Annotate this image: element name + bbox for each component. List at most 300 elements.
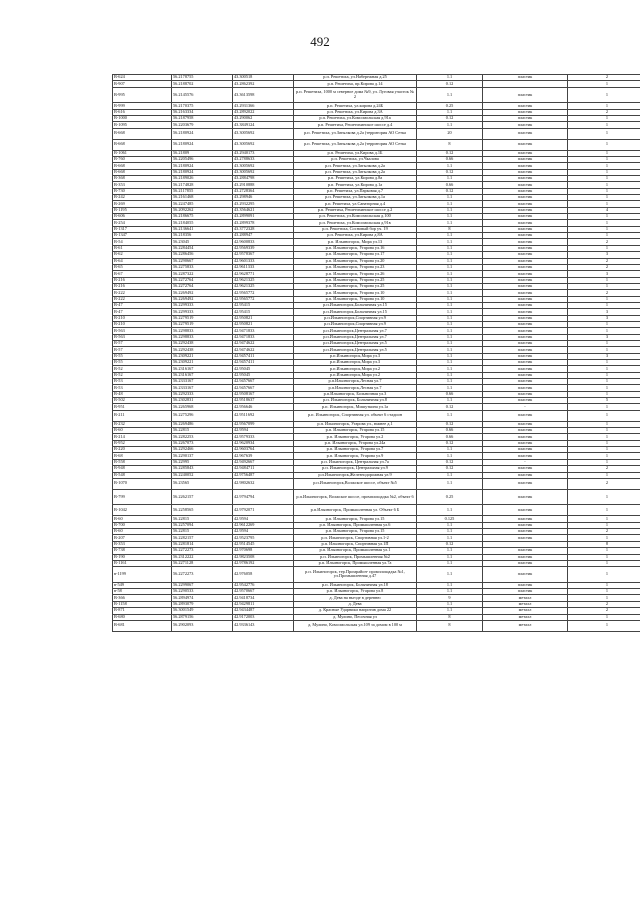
cell-container-count: 1 bbox=[568, 214, 640, 220]
cell-address: р.п. Решетиха, ул.Кирова д.8а bbox=[294, 176, 417, 182]
cell-longitude: 42.9802632 bbox=[233, 478, 294, 489]
cell-material: пластик bbox=[483, 122, 568, 128]
cell-area: 1.1 bbox=[417, 334, 483, 340]
cell-material: пластик bbox=[483, 560, 568, 566]
cell-address: р.п. Ильиногорск, Мира ул.13 bbox=[294, 239, 417, 245]
cell-latitude: 56.2188702 bbox=[172, 81, 233, 87]
cell-site-code: В-1000 bbox=[113, 115, 172, 121]
cell-material: пластик bbox=[483, 340, 568, 346]
cell-container-count: 2 bbox=[568, 75, 640, 81]
cell-material: пластик bbox=[483, 516, 568, 522]
cell-material: пластик bbox=[483, 379, 568, 385]
cell-site-code: В-1042 bbox=[113, 505, 172, 516]
cell-material: пластик bbox=[483, 315, 568, 321]
cell-longitude: 43.2899378 bbox=[233, 220, 294, 226]
cell-longitude: 42.9603764 bbox=[233, 447, 294, 453]
cell-latitude: 56.2240052 bbox=[172, 472, 233, 478]
cell-longitude: 42.9567099 bbox=[233, 421, 294, 427]
cell-area: 1.1 bbox=[417, 214, 483, 220]
cell-longitude: 42.9471833 bbox=[233, 328, 294, 334]
cell-material: пластик bbox=[483, 410, 568, 421]
table-row bbox=[113, 505, 640, 516]
cell-site-code: В-62 bbox=[113, 252, 172, 258]
cell-site-code: В-871 bbox=[113, 608, 172, 614]
cell-container-count: 1 bbox=[568, 340, 640, 346]
cell-address: д. Дева bbox=[294, 601, 417, 607]
cell-site-code: В-254 bbox=[113, 220, 172, 226]
cell-area: 1.1 bbox=[417, 366, 483, 372]
cell-container-count: 1 bbox=[568, 139, 640, 150]
cell-address: р.п. Ильиногорск, Больничная ул.8 bbox=[294, 398, 417, 404]
cell-address: р.п. Решетиха, ул.Комсомольская д.91в bbox=[294, 220, 417, 226]
cell-latitude: 56.2117855 bbox=[172, 188, 233, 194]
cell-latitude: 56.2271128 bbox=[172, 560, 233, 566]
cell-container-count: 1 bbox=[568, 582, 640, 588]
cell-longitude: 43.3772328 bbox=[233, 226, 294, 232]
cell-latitude: 56.2292333 bbox=[172, 391, 233, 397]
cell-material: пластик bbox=[483, 453, 568, 459]
cell-address: р.п. Ильиногорск, Угарова ул.16 bbox=[294, 245, 417, 251]
cell-longitude: 43.3849124 bbox=[233, 122, 294, 128]
cell-site-code: В-948 bbox=[113, 466, 172, 472]
cell-container-count: 1 bbox=[568, 150, 640, 156]
cell-site-code: в-58 bbox=[113, 589, 172, 595]
cell-container-count: 3 bbox=[568, 353, 640, 359]
cell-container-count: 1 bbox=[568, 220, 640, 226]
cell-latitude: 56.2290667 bbox=[172, 258, 233, 264]
cell-container-count: 2 bbox=[568, 601, 640, 607]
cell-latitude: 56.2178755 bbox=[172, 75, 233, 81]
cell-area: 1.1 bbox=[417, 176, 483, 182]
cell-longitude: 42.95415 bbox=[233, 309, 294, 315]
cell-latitude: 56.2282253 bbox=[172, 434, 233, 440]
cell-container-count: 1 bbox=[568, 302, 640, 308]
cell-address: р.п. Решетиха, ул.Санаторная д.4 bbox=[294, 201, 417, 207]
cell-area: 1.1 bbox=[417, 87, 483, 103]
cell-container-count: 1 bbox=[568, 366, 640, 372]
cell-container-count: 1 bbox=[568, 283, 640, 289]
table-row bbox=[113, 139, 640, 150]
cell-site-code: В-222 bbox=[113, 290, 172, 296]
cell-longitude: 42.95045 bbox=[233, 366, 294, 372]
cell-site-code: В-57 bbox=[113, 347, 172, 353]
cell-longitude: 43.3005692 bbox=[233, 139, 294, 150]
cell-area: 1.1 bbox=[417, 290, 483, 296]
cell-site-code: В-60 bbox=[113, 516, 172, 522]
cell-latitude: 56.2184055 bbox=[172, 220, 233, 226]
cell-longitude: 42.95045 bbox=[233, 372, 294, 378]
cell-address: р.п.Ильиногорск,Центральная ул.5 bbox=[294, 340, 417, 346]
cell-latitude: 56.22815 bbox=[172, 516, 233, 522]
cell-site-code: В-951 bbox=[113, 404, 172, 410]
cell-area: 1.1 bbox=[417, 548, 483, 554]
cell-container-count: 1 bbox=[568, 233, 640, 239]
cell-area: 1.1 bbox=[417, 522, 483, 528]
cell-longitude: 42.9474622 bbox=[233, 347, 294, 353]
cell-area: 0.12 bbox=[417, 169, 483, 175]
cell-site-code: В-210 bbox=[113, 315, 172, 321]
cell-longitude: 42.9434487 bbox=[233, 608, 294, 614]
cell-container-count: 1 bbox=[568, 391, 640, 397]
table-row bbox=[113, 128, 640, 139]
cell-area: 1.1 bbox=[417, 252, 483, 258]
cell-longitude: 42.956646 bbox=[233, 404, 294, 410]
cell-area: 1.1 bbox=[417, 296, 483, 302]
cell-longitude: 42.9518637 bbox=[233, 398, 294, 404]
cell-latitude: 56.2170375 bbox=[172, 103, 233, 109]
cell-address: р.п. Ильиногорск, Больничная ул.18 bbox=[294, 582, 417, 588]
cell-material: пластик bbox=[483, 226, 568, 232]
cell-address: р.п. Решетиха, пр.Кирова д.14 bbox=[294, 81, 417, 87]
cell-latitude: 56.2893079 bbox=[172, 601, 233, 607]
cell-area: 8 bbox=[417, 139, 483, 150]
cell-area: 1.1 bbox=[417, 264, 483, 270]
cell-material: пластик bbox=[483, 447, 568, 453]
cell-material: пластик bbox=[483, 201, 568, 207]
cell-site-code: В-1070 bbox=[113, 478, 172, 489]
cell-latitude: 56.2879156 bbox=[172, 614, 233, 620]
cell-longitude: 43.2940173 bbox=[233, 150, 294, 156]
table-row bbox=[113, 567, 640, 583]
cell-site-code: В-211 bbox=[113, 410, 172, 421]
cell-area: 0.12 bbox=[417, 115, 483, 121]
cell-site-code: В-64 bbox=[113, 258, 172, 264]
cell-site-code: В-353 bbox=[113, 182, 172, 188]
cell-site-code: В-60 bbox=[113, 428, 172, 434]
cell-site-code: В-624 bbox=[113, 75, 172, 81]
cell-longitude: 43.2862392 bbox=[233, 81, 294, 87]
cell-longitude: 43.2910888 bbox=[233, 182, 294, 188]
cell-latitude: 56.2187958 bbox=[172, 115, 233, 121]
cell-address: р.п. Решетиха, ул.Чкалова bbox=[294, 157, 417, 163]
cell-address: р.п. Ильиногорск, Промышленная ул.7а bbox=[294, 560, 417, 566]
cell-container-count: 1 bbox=[568, 122, 640, 128]
cell-site-code: В-214 bbox=[113, 434, 172, 440]
cell-latitude: 56.2279519 bbox=[172, 315, 233, 321]
cell-longitude: 42.9471833 bbox=[233, 334, 294, 340]
cell-area: 1.1 bbox=[417, 453, 483, 459]
cell-material: пластик bbox=[483, 440, 568, 446]
cell-material: пластик bbox=[483, 472, 568, 478]
cell-area: 0.12 bbox=[417, 421, 483, 427]
cell-area: 1.1 bbox=[417, 201, 483, 207]
cell-latitude: 56.2287322 bbox=[172, 271, 233, 277]
cell-container-count: 1 bbox=[568, 472, 640, 478]
cell-material: пластик bbox=[483, 169, 568, 175]
cell-area: 1.1 bbox=[417, 589, 483, 595]
cell-address: р.п.Ильиногорск,Мира ул.2 bbox=[294, 366, 417, 372]
cell-material: пластик bbox=[483, 207, 568, 213]
cell-address: р.п.Ильиногорск, Волжское шоссе, промплощадка №2, объект 6 bbox=[294, 489, 417, 505]
table-row bbox=[113, 478, 640, 489]
cell-longitude: 42.9621325 bbox=[233, 283, 294, 289]
cell-container-count: 1 bbox=[568, 459, 640, 465]
cell-longitude: 42.9418734 bbox=[233, 595, 294, 601]
cell-longitude: 42.9594 bbox=[233, 529, 294, 535]
cell-latitude: 56.2299333 bbox=[172, 302, 233, 308]
cell-address: р.п.Ильиногорск,Центральная ул.5 bbox=[294, 347, 417, 353]
cell-longitude: 42.967639 bbox=[233, 453, 294, 459]
cell-latitude: 56.2189026 bbox=[172, 176, 233, 182]
cell-latitude: 56.2302831 bbox=[172, 398, 233, 404]
cell-address: р.п. Ильиногорск, тер.Промрайон- промплощадка №1, ул.Промышленная д.47 bbox=[294, 567, 417, 583]
cell-area: 1.1 bbox=[417, 75, 483, 81]
registry-table bbox=[112, 74, 640, 632]
cell-address: р.п. Ильиногорск, Угарова ул.2 bbox=[294, 434, 417, 440]
cell-longitude: 42.9492667 bbox=[233, 459, 294, 465]
cell-container-count: 1 bbox=[568, 347, 640, 353]
cell-latitude: 56.2272764 bbox=[172, 283, 233, 289]
cell-area: 1.1 bbox=[417, 163, 483, 169]
cell-area: 0.66 bbox=[417, 182, 483, 188]
cell-site-code: В-65 bbox=[113, 264, 172, 270]
cell-site-code: В-67 bbox=[113, 271, 172, 277]
cell-material: пластик bbox=[483, 309, 568, 315]
cell-longitude: 42.9511692 bbox=[233, 410, 294, 421]
cell-longitude: 42.9578367 bbox=[233, 252, 294, 258]
cell-longitude: 42.9484711 bbox=[233, 466, 294, 472]
cell-site-code: В-668 bbox=[113, 163, 172, 169]
cell-area: 0.12 bbox=[417, 150, 483, 156]
cell-area: 1.1 bbox=[417, 410, 483, 421]
cell-latitude: 56.2279519 bbox=[172, 321, 233, 327]
cell-area: 1.1 bbox=[417, 328, 483, 334]
cell-longitude: 42.9514545 bbox=[233, 541, 294, 547]
cell-latitude: 56.2902093 bbox=[172, 620, 233, 631]
cell-site-code: В-57 bbox=[113, 340, 172, 346]
cell-latitude: 56.2180924 bbox=[172, 169, 233, 175]
cell-latitude: 56.2316167 bbox=[172, 372, 233, 378]
cell-longitude: 42.9508167 bbox=[233, 391, 294, 397]
cell-address: р.п. Ильиногорск, Промышленная ул.1 bbox=[294, 548, 417, 554]
cell-material: пластик bbox=[483, 360, 568, 366]
cell-address: р.п.Ильиногорск,Мира ул.3 bbox=[294, 353, 417, 359]
cell-container-count: 1 bbox=[568, 328, 640, 334]
table-row bbox=[113, 410, 640, 421]
cell-area: 1.1 bbox=[417, 472, 483, 478]
cell-container-count: 5 bbox=[568, 398, 640, 404]
cell-site-code: В-232 bbox=[113, 421, 172, 427]
cell-longitude: 42.976058 bbox=[233, 567, 294, 583]
cell-address: р.п. Ильиногорск, Угарова ул.25 bbox=[294, 283, 417, 289]
cell-site-code: В-668 bbox=[113, 128, 172, 139]
cell-container-count: 1 bbox=[568, 226, 640, 232]
cell-material: металл bbox=[483, 595, 568, 601]
cell-site-code: В-366 bbox=[113, 595, 172, 601]
cell-material: пластик bbox=[483, 478, 568, 489]
cell-material: пластик bbox=[483, 428, 568, 434]
cell-material: пластик bbox=[483, 150, 568, 156]
cell-longitude: 42.9172003 bbox=[233, 614, 294, 620]
cell-site-code: В-353 bbox=[113, 541, 172, 547]
cell-latitude: 56.2186675 bbox=[172, 214, 233, 220]
cell-address: р.п. Ильиногорск, Угарова ул.26 bbox=[294, 271, 417, 277]
cell-material: - bbox=[483, 459, 568, 465]
cell-material: пластик bbox=[483, 220, 568, 226]
cell-address: р.п.Ильиногорск, Промышленная ул. Объект 6 Б bbox=[294, 505, 417, 516]
cell-area: 1.1 bbox=[417, 347, 483, 353]
cell-address: р.п. Решетиха, Решетихинское шоссе д.4 bbox=[294, 122, 417, 128]
cell-area: 1.1 bbox=[417, 207, 483, 213]
cell-address: р.п. Решетиха, ул.Комсомольская д.91а bbox=[294, 115, 417, 121]
cell-material: пластик bbox=[483, 535, 568, 541]
cell-site-code: В-52 bbox=[113, 366, 172, 372]
cell-address: р.п.Ильиногорск,Мира ул.3 bbox=[294, 360, 417, 366]
cell-longitude: 42.9601333 bbox=[233, 258, 294, 264]
cell-longitude: 43.3613598 bbox=[233, 87, 294, 103]
cell-site-code: В-700 bbox=[113, 522, 172, 528]
cell-container-count: 1 bbox=[568, 188, 640, 194]
cell-site-code: В-668 bbox=[113, 169, 172, 175]
cell-material: пластик bbox=[483, 239, 568, 245]
cell-site-code: в-1199 bbox=[113, 567, 172, 583]
cell-latitude: 56.2174828 bbox=[172, 182, 233, 188]
cell-area: 1.1 bbox=[417, 271, 483, 277]
cell-latitude: 56.2163334 bbox=[172, 109, 233, 115]
cell-address: р.п. Ильиногорск, Угарова ул.7 bbox=[294, 447, 417, 453]
cell-latitude: 56.2290137 bbox=[172, 453, 233, 459]
cell-site-code: В-55 bbox=[113, 353, 172, 359]
cell-site-code: В-760 bbox=[113, 157, 172, 163]
cell-site-code: В-730 bbox=[113, 188, 172, 194]
cell-address: р.п. Ильиногорск, Угарова ул.17 bbox=[294, 252, 417, 258]
cell-area: 1.1 bbox=[417, 398, 483, 404]
cell-area: 8 bbox=[417, 226, 483, 232]
cell-longitude: 43.3005692 bbox=[233, 128, 294, 139]
cell-area: 1.1 bbox=[417, 385, 483, 391]
cell-address: р.п. Ильиногорск, Угарова ул.15 bbox=[294, 516, 417, 522]
cell-address: р.п. Ильиногорск, Угарова ул.20 bbox=[294, 258, 417, 264]
cell-latitude: 56.2281814 bbox=[172, 541, 233, 547]
cell-latitude: 56.2161468 bbox=[172, 195, 233, 201]
cell-area: 1.1 bbox=[417, 220, 483, 226]
cell-site-code: В-368 bbox=[113, 176, 172, 182]
cell-latitude: 56.2180924 bbox=[172, 128, 233, 139]
cell-address: р.п. Решетиха, ул.Кирова д.1а bbox=[294, 182, 417, 188]
cell-address: р.п. Решетиха, ул.Набережная д.25 bbox=[294, 75, 417, 81]
cell-address: р.п. Ильиногорск, Спортивная ул.1-2 bbox=[294, 535, 417, 541]
cell-container-count: 1 bbox=[568, 277, 640, 283]
cell-latitude: 56.2282157 bbox=[172, 535, 233, 541]
table-row bbox=[113, 489, 640, 505]
cell-site-code: В-616 bbox=[113, 109, 172, 115]
cell-container-count: 1 bbox=[568, 535, 640, 541]
cell-latitude: 56.2316167 bbox=[172, 366, 233, 372]
cell-container-count: 1 bbox=[568, 434, 640, 440]
cell-material: пластик bbox=[483, 434, 568, 440]
cell-address: р.п.Ильиногорск,Центральная ул.7 bbox=[294, 328, 417, 334]
cell-container-count: 1 bbox=[568, 195, 640, 201]
cell-material: пластик bbox=[483, 163, 568, 169]
cell-latitude: 56.2265968 bbox=[172, 404, 233, 410]
cell-address: р.п. Ильиногорск, Спортивная ул.1П bbox=[294, 541, 417, 547]
cell-site-code: В-55 bbox=[113, 360, 172, 366]
cell-site-code: в-549 bbox=[113, 582, 172, 588]
cell-material: пластик bbox=[483, 75, 568, 81]
cell-latitude: 56.2284454 bbox=[172, 245, 233, 251]
cell-address: р.п. Ильиногорск, Угарова ул.24а bbox=[294, 440, 417, 446]
cell-latitude: 56.2298833 bbox=[172, 334, 233, 340]
cell-container-count: 1 bbox=[568, 522, 640, 528]
cell-address: р.п.Ильиногорск,Мира ул.2 bbox=[294, 372, 417, 378]
cell-material: пластик bbox=[483, 176, 568, 182]
cell-latitude: 56.2136641 bbox=[172, 226, 233, 232]
cell-material: пластик bbox=[483, 398, 568, 404]
cell-area: 0.66 bbox=[417, 157, 483, 163]
cell-site-code: В-216 bbox=[113, 277, 172, 283]
cell-longitude: 43.3005692 bbox=[233, 163, 294, 169]
cell-latitude: 56.2203679 bbox=[172, 122, 233, 128]
cell-material: пластик bbox=[483, 567, 568, 583]
cell-latitude: 56.2247485 bbox=[172, 201, 233, 207]
cell-material: пластик bbox=[483, 188, 568, 194]
cell-material: металл bbox=[483, 614, 568, 620]
cell-address: р.п.Ильиногорск,Спортивная ул.9 bbox=[294, 321, 417, 327]
cell-material: пластик bbox=[483, 353, 568, 359]
cell-material: пластик bbox=[483, 182, 568, 188]
cell-longitude: 42.9600833 bbox=[233, 239, 294, 245]
cell-site-code: В-799 bbox=[113, 489, 172, 505]
cell-area: 0.12 bbox=[417, 440, 483, 446]
cell-latitude: 56.2269492 bbox=[172, 296, 233, 302]
cell-address: р.п. Ильиногорск, Центральная ул.9 bbox=[294, 466, 417, 472]
cell-material: пластик bbox=[483, 258, 568, 264]
cell-site-code: В-681 bbox=[113, 620, 172, 631]
cell-longitude: 43.2728364 bbox=[233, 188, 294, 194]
cell-longitude: 42.9565772 bbox=[233, 296, 294, 302]
cell-longitude: 42.95415 bbox=[233, 302, 294, 308]
cell-material: пластик bbox=[483, 115, 568, 121]
cell-latitude: 56.21809 bbox=[172, 150, 233, 156]
cell-site-code: В-1347 bbox=[113, 233, 172, 239]
cell-container-count: 2 bbox=[568, 239, 640, 245]
cell-longitude: 42.9579333 bbox=[233, 434, 294, 440]
cell-longitude: 43.290062 bbox=[233, 115, 294, 121]
cell-address: р.п. Решетиха, 1000 м северное дома №9, ул. Луговая участок № 2 bbox=[294, 87, 417, 103]
cell-area: 1.1 bbox=[417, 302, 483, 308]
cell-address: р.п. Решетиха, ул.Затылкова д.2а (территория АО Сетка bbox=[294, 139, 417, 150]
cell-longitude: 43.300518 bbox=[233, 75, 294, 81]
cell-container-count: 1 bbox=[568, 421, 640, 427]
cell-area: 0.12 bbox=[417, 404, 483, 410]
cell-container-count: 8 bbox=[568, 541, 640, 547]
cell-longitude: 42.9792071 bbox=[233, 505, 294, 516]
cell-container-count: 1 bbox=[568, 548, 640, 554]
cell-container-count: 1 bbox=[568, 567, 640, 583]
cell-container-count: 1 bbox=[568, 595, 640, 601]
cell-site-code: В-242 bbox=[113, 195, 172, 201]
cell-address: р.п. Решетиха, ул.Затылкова д.2а bbox=[294, 163, 417, 169]
cell-container-count: 1 bbox=[568, 516, 640, 522]
cell-container-count: 1 bbox=[568, 360, 640, 366]
cell-material: пластик bbox=[483, 522, 568, 528]
cell-site-code: В-68 bbox=[113, 453, 172, 459]
cell-site-code: В-606 bbox=[113, 214, 172, 220]
cell-material: пластик bbox=[483, 252, 568, 258]
cell-site-code: В-216 bbox=[113, 283, 172, 289]
cell-container-count: 1 bbox=[568, 128, 640, 139]
cell-container-count: 2 bbox=[568, 529, 640, 535]
cell-material: пластик bbox=[483, 290, 568, 296]
cell-latitude: 56.2286456 bbox=[172, 252, 233, 258]
cell-area: 1.1 bbox=[417, 109, 483, 115]
cell-longitude: 42.9628771 bbox=[233, 271, 294, 277]
cell-latitude: 56.2333167 bbox=[172, 379, 233, 385]
cell-area: 1.1 bbox=[417, 340, 483, 346]
cell-material: металл bbox=[483, 620, 568, 631]
cell-area: 1.1 bbox=[417, 245, 483, 251]
cell-address: р.п.Ильиногорск,Центральная ул.7 bbox=[294, 334, 417, 340]
